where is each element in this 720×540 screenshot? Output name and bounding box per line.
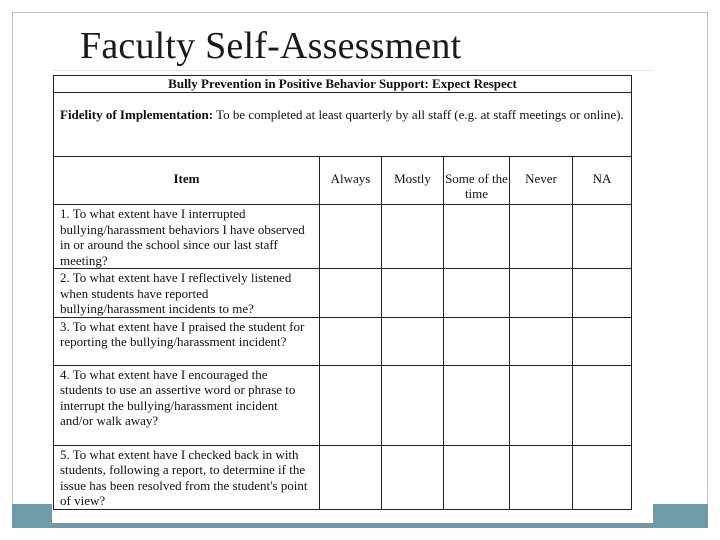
answer-cell-mostly[interactable] xyxy=(382,317,444,365)
answer-cell-some-of-the-time[interactable] xyxy=(444,269,510,318)
table-row xyxy=(54,445,632,509)
table-row xyxy=(54,269,632,318)
answer-cell-mostly[interactable] xyxy=(382,445,444,509)
answer-cell-na[interactable] xyxy=(573,269,632,318)
item-question: 5. To what extent have I checked back in with students, following a report, to determine if the issue has been resolved from the student's point of view? xyxy=(54,445,320,509)
table-row xyxy=(54,205,632,269)
answer-cell-never[interactable] xyxy=(510,205,573,269)
item-question: 4. To what extent have I encouraged the students to use an assertive word or phrase to interrupt the bullying/harassment incident and/or walk away? xyxy=(54,365,320,445)
fidelity-label: Fidelity of Implementation: xyxy=(60,107,214,122)
answer-cell-mostly[interactable] xyxy=(382,365,444,445)
answer-cell-always[interactable] xyxy=(320,205,382,269)
answer-cell-always[interactable] xyxy=(320,445,382,509)
answer-cell-always[interactable] xyxy=(320,365,382,445)
table-row xyxy=(54,317,632,365)
fidelity-text: To be completed at least quarterly by all staff (e.g. at staff meetings or online). xyxy=(213,107,624,122)
assessment-table xyxy=(53,75,632,510)
column-header-always: Always xyxy=(320,157,382,205)
column-header-mostly: Mostly xyxy=(382,157,444,205)
item-question: 1. To what extent have I interrupted bullying/harassment behaviors I have observed in or around the school since our last staff meeting? xyxy=(54,205,320,269)
answer-cell-some-of-the-time[interactable] xyxy=(444,317,510,365)
answer-cell-some-of-the-time[interactable] xyxy=(444,365,510,445)
answer-cell-na[interactable] xyxy=(573,205,632,269)
answer-cell-mostly[interactable] xyxy=(382,269,444,318)
slide-title: Faculty Self-Assessment xyxy=(80,25,462,67)
answer-cell-na[interactable] xyxy=(573,445,632,509)
form-header-title: Bully Prevention in Positive Behavior Support: Expect Respect xyxy=(54,76,632,93)
item-question: 3. To what extent have I praised the student for reporting the bullying/harassment incident? xyxy=(54,317,320,365)
column-header-na: NA xyxy=(573,157,632,205)
item-question: 2. To what extent have I reflectively listened when students have reported bullying/harassment incidents to me? xyxy=(54,269,320,318)
column-header-item: Item xyxy=(54,157,320,205)
fidelity-instructions xyxy=(54,93,632,157)
answer-cell-never[interactable] xyxy=(510,317,573,365)
column-header-never: Never xyxy=(510,157,573,205)
answer-cell-never[interactable] xyxy=(510,269,573,318)
answer-cell-some-of-the-time[interactable] xyxy=(444,205,510,269)
answer-cell-never[interactable] xyxy=(510,445,573,509)
answer-cell-always[interactable] xyxy=(320,317,382,365)
answer-cell-never[interactable] xyxy=(510,365,573,445)
answer-cell-always[interactable] xyxy=(320,269,382,318)
column-header-some-of-the-time: Some of the time xyxy=(444,157,510,205)
answer-cell-mostly[interactable] xyxy=(382,205,444,269)
answer-cell-na[interactable] xyxy=(573,365,632,445)
answer-cell-some-of-the-time[interactable] xyxy=(444,445,510,509)
table-row xyxy=(54,365,632,445)
answer-cell-na[interactable] xyxy=(573,317,632,365)
